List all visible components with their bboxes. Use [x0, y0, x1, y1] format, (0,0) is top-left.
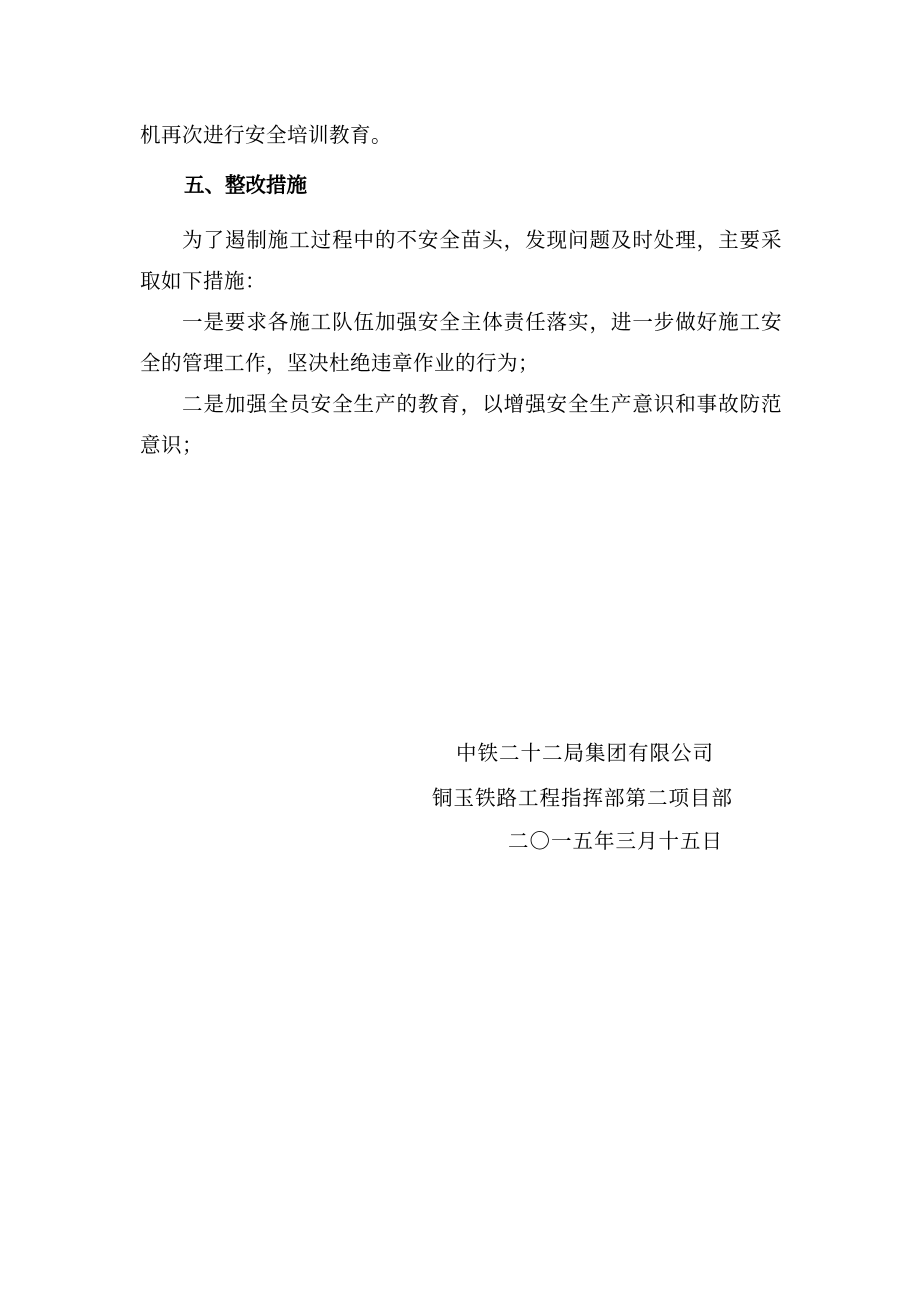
continuation-text: 机再次进行安全培训教育。 — [140, 123, 392, 147]
section-heading: 五、整改措施 — [184, 173, 307, 197]
paragraph-intro: 为了遏制施工过程中的不安全苗头，发现问题及时处理，主要采取如下措施： — [140, 228, 782, 293]
signature-company: 中铁二十二局集团有限公司 — [456, 741, 714, 765]
paragraph-measure-two: 二是加强全员安全生产的教育，以增强安全生产意识和事故防范意识； — [140, 392, 782, 457]
paragraph-measure-one: 一是要求各施工队伍加强安全主体责任落实，进一步做好施工安全的管理工作，坚决杜绝违章作业的行为； — [140, 310, 782, 375]
signature-date: 二〇一五年三月十五日 — [508, 829, 723, 853]
signature-department: 铜玉铁路工程指挥部第二项目部 — [432, 786, 733, 810]
